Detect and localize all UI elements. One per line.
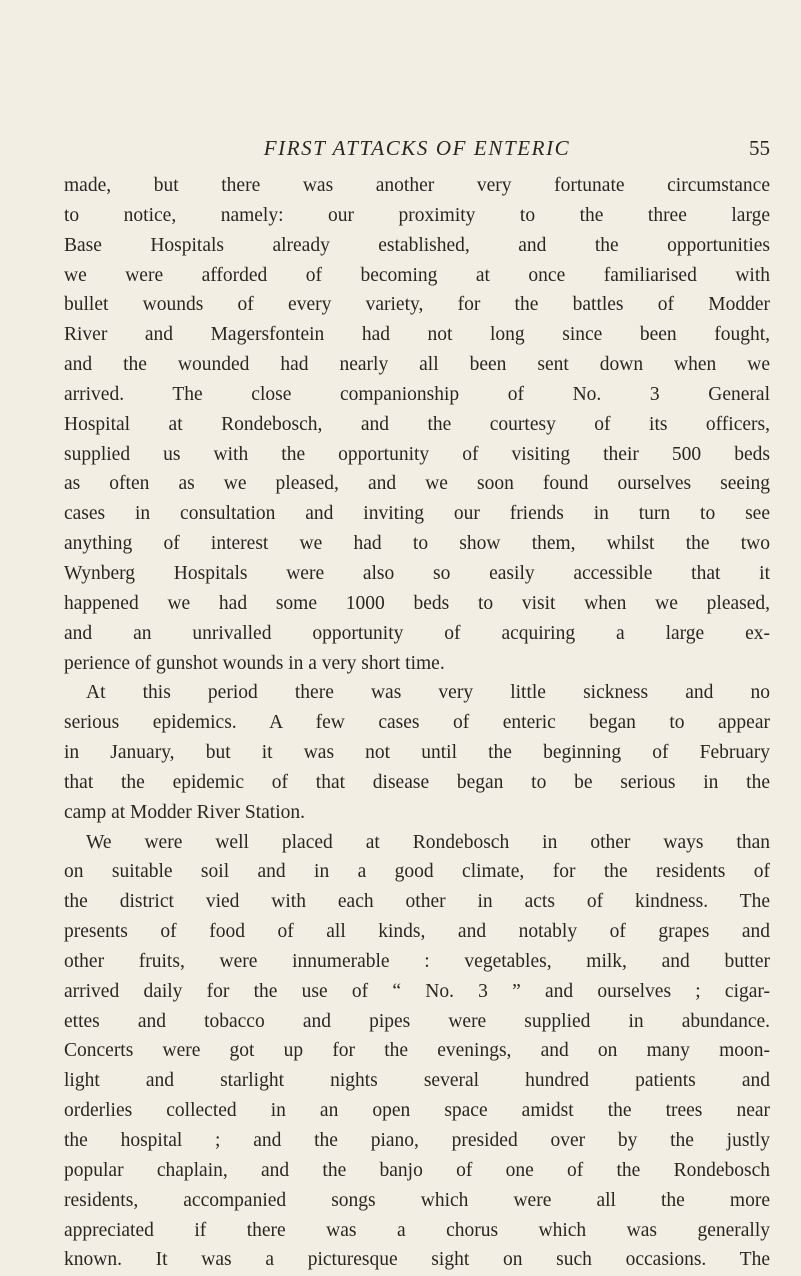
text-line: We were well placed at Rondebosch in other ways than — [86, 831, 770, 853]
text-line: cases in consultation and inviting our friends in turn to see — [64, 503, 770, 525]
text-line: anything of interest we had to show them, whilst the two — [64, 533, 770, 555]
text-line: and an unrivalled opportunity of acquiring a large ex- — [64, 622, 770, 644]
text-line: other fruits, were innumerable : vegetables, milk, and butter — [64, 950, 770, 972]
text-line: orderlies collected in an open space amidst the trees near — [64, 1100, 770, 1122]
text-line: arrived daily for the use of “ No. 3 ” and ourselves ; cigar- — [64, 980, 770, 1002]
text-line: that the epidemic of that disease began to be serious in the — [64, 771, 770, 793]
text-line: River and Magersfontein had not long since been fought, — [64, 324, 770, 346]
page-number: 55 — [749, 136, 770, 160]
text-line: as often as we pleased, and we soon found ourselves seeing — [64, 473, 770, 495]
text-line: Base Hospitals already established, and the opportunities — [64, 234, 770, 256]
text-line: serious epidemics. A few cases of enteric began to appear — [64, 712, 770, 734]
text-line: happened we had some 1000 beds to visit when we pleased, — [64, 592, 770, 614]
text-line: Hospital at Rondebosch, and the courtesy of its officers, — [64, 413, 770, 435]
text-line: known. It was a picturesque sight on such occasions. The — [64, 1249, 770, 1271]
body-text — [64, 171, 770, 1275]
text-line: perience of gunshot wounds in a very short time. — [64, 652, 445, 674]
text-line: the district vied with each other in acts of kindness. The — [64, 891, 770, 913]
text-line: light and starlight nights several hundred patients and — [64, 1070, 770, 1092]
text-line: and the wounded had nearly all been sent down when we — [64, 354, 770, 376]
text-line: to notice, namely: our proximity to the three large — [64, 204, 770, 226]
text-line: residents, accompanied songs which were all the more — [64, 1189, 770, 1211]
text-line: bullet wounds of every variety, for the battles of Modder — [64, 294, 770, 316]
text-line: appreciated if there was a chorus which was generally — [64, 1219, 770, 1241]
text-line: presents of food of all kinds, and notably of grapes and — [64, 921, 770, 943]
text-line: the hospital ; and the piano, presided over by the justly — [64, 1130, 770, 1151]
text-line: camp at Modder River Station. — [64, 801, 305, 823]
text-line: popular chaplain, and the banjo of one of the Rondebosch — [64, 1159, 770, 1181]
text-line: ettes and tobacco and pipes were supplied in abundance. — [64, 1010, 770, 1032]
running-title: FIRST ATTACKS OF ENTERIC — [263, 136, 571, 160]
text-line: At this period there was very little sickness and no — [86, 682, 770, 704]
text-line: Concerts were got up for the evenings, and on many moon- — [64, 1040, 770, 1062]
text-line: made, but there was another very fortunate circumstance — [64, 175, 770, 196]
running-head — [64, 133, 770, 163]
text-line: supplied us with the opportunity of visiting their 500 beds — [64, 443, 770, 465]
text-line: we were afforded of becoming at once familiarised with — [64, 264, 770, 286]
text-line: arrived. The close companionship of No. 3 General — [64, 383, 770, 405]
text-line: on suitable soil and in a good climate, for the residents of — [64, 861, 770, 883]
text-line: in January, but it was not until the beginning of February — [64, 742, 770, 764]
text-line: Wynberg Hospitals were also so easily accessible that it — [64, 562, 770, 584]
